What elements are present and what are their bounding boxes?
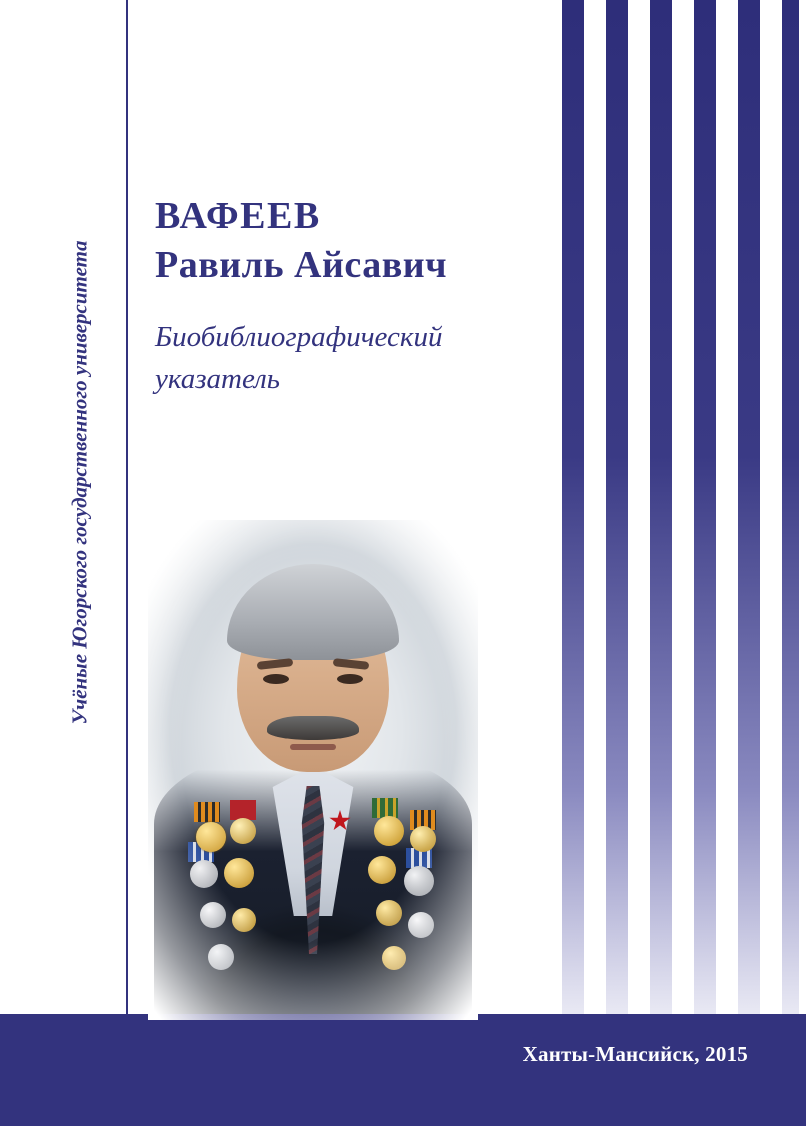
medal-icon (224, 858, 254, 888)
medals-group-left (186, 816, 272, 992)
medal-icon (404, 866, 434, 896)
portrait-figure (148, 520, 478, 1020)
eye-left (263, 674, 289, 684)
medals-group-right (362, 816, 448, 992)
mouth-shape (290, 744, 336, 750)
title-block (155, 196, 545, 400)
subtitle-line-2: указатель (155, 362, 280, 395)
medal-icon (368, 856, 396, 884)
medal-icon (410, 826, 436, 852)
medal-icon (208, 944, 234, 970)
medal-icon (190, 860, 218, 888)
stripe-5 (738, 0, 760, 1014)
stripe-1 (562, 0, 584, 1014)
ribbon-icon (230, 800, 256, 820)
medal-icon (376, 900, 402, 926)
ribbon-icon (194, 802, 220, 822)
eye-right (337, 674, 363, 684)
moustache-shape (267, 716, 359, 740)
subtitle (155, 316, 545, 400)
author-given-name: Равиль Айсавич (155, 244, 448, 287)
decorative-stripes (555, 0, 806, 1014)
stripe-6 (782, 0, 799, 1014)
stripe-2 (606, 0, 628, 1014)
imprint-text: Ханты-Мансийск, 2015 (522, 1042, 748, 1066)
series-label: Учёные Югорского государственного университета (67, 240, 92, 725)
subtitle-line-1: Биобиблиографический (155, 320, 443, 353)
portrait-photo (148, 520, 478, 1020)
left-vertical-rule (126, 0, 128, 1014)
stripe-4 (694, 0, 716, 1014)
medal-icon (230, 818, 256, 844)
hair-shape (227, 564, 399, 660)
medal-icon (200, 902, 226, 928)
medal-icon (232, 908, 256, 932)
medal-icon (196, 822, 226, 852)
ribbon-icon (372, 798, 398, 818)
medal-icon (382, 946, 406, 970)
medal-icon (408, 912, 434, 938)
imprint-band (0, 1014, 806, 1126)
medal-icon (374, 816, 404, 846)
stripe-3 (650, 0, 672, 1014)
author-surname: ВАФЕЕВ (155, 195, 321, 237)
